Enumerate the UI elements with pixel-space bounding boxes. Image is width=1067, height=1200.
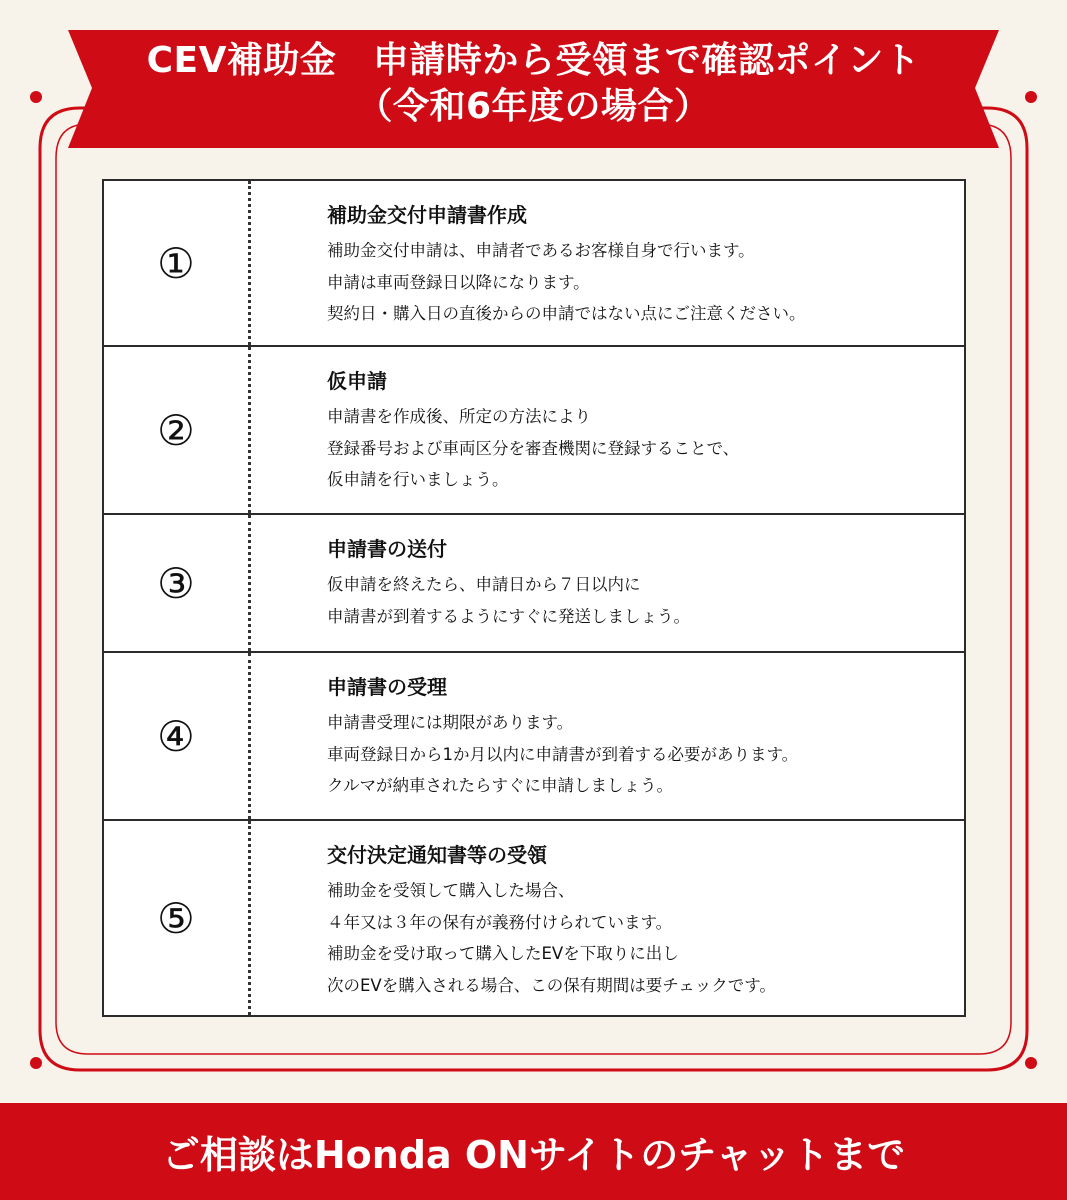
corner-dot — [30, 1057, 42, 1069]
step-row — [104, 345, 964, 513]
step-title: 申請書の受理 — [327, 675, 447, 699]
step-title: 交付決定通知書等の受領 — [327, 843, 547, 867]
step-title: 仮申請 — [327, 369, 387, 393]
step-number: ① — [104, 181, 251, 345]
footer-text: ご相談はHonda ONサイトのチャットまで — [161, 1133, 906, 1177]
step-text-line: 申請書が到着するようにすぐに発送しましょう。 — [327, 606, 690, 626]
step-text-line: ４年又は３年の保有が義務付けられています。 — [327, 912, 673, 932]
footer-banner — [0, 1103, 1067, 1200]
page-title-line1: CEV補助金 申請時から受領まで確認ポイント — [146, 40, 921, 81]
step-text-line: 補助金を受け取って購入したEVを下取りに出し — [327, 944, 679, 963]
step-text-line: 次のEVを購入される場合、この保有期間は要チェックです。 — [327, 975, 776, 995]
corner-dot — [1025, 1057, 1037, 1069]
step-number: ③ — [104, 515, 251, 651]
step-number: ② — [104, 347, 251, 513]
page-title — [0, 38, 1067, 130]
step-number: ④ — [104, 653, 251, 819]
step-text-line: 補助金交付申請は、申請者であるお客様自身で行います。 — [327, 241, 755, 260]
step-title: 申請書の送付 — [327, 537, 447, 561]
step-text-line: 仮申請を行いましょう。 — [327, 470, 509, 489]
step-text-line: 補助金を受領して購入した場合、 — [327, 881, 575, 900]
step-title: 補助金交付申請書作成 — [327, 203, 527, 227]
steps-table — [102, 179, 966, 1017]
step-row — [104, 819, 964, 1015]
step-number: ⑤ — [104, 821, 251, 1015]
step-content — [251, 821, 964, 1015]
step-text-line: 車両登録日から1か月以内に申請書が到着する必要があります。 — [327, 744, 799, 764]
step-text-line: 申請書受理には期限があります。 — [327, 713, 574, 732]
step-row — [104, 513, 964, 651]
page-title-line2: （令和6年度の場合） — [356, 86, 711, 127]
step-text-line: 仮申請を終えたら、申請日から７日以内に — [327, 575, 641, 594]
step-row — [104, 181, 964, 345]
step-text-line: 申請書を作成後、所定の方法により — [327, 407, 591, 426]
step-text-line: 登録番号および車両区分を審査機関に登録することで、 — [327, 438, 740, 458]
step-content — [251, 347, 964, 513]
step-content — [251, 515, 964, 651]
step-row — [104, 651, 964, 819]
step-text-line: クルマが納車されたらすぐに申請しましょう。 — [327, 776, 674, 795]
step-text-line: 申請は車両登録日以降になります。 — [327, 272, 590, 292]
step-content — [251, 653, 964, 819]
step-text-line: 契約日・購入日の直後からの申請ではない点にご注意ください。 — [327, 304, 806, 323]
step-content — [251, 181, 964, 345]
